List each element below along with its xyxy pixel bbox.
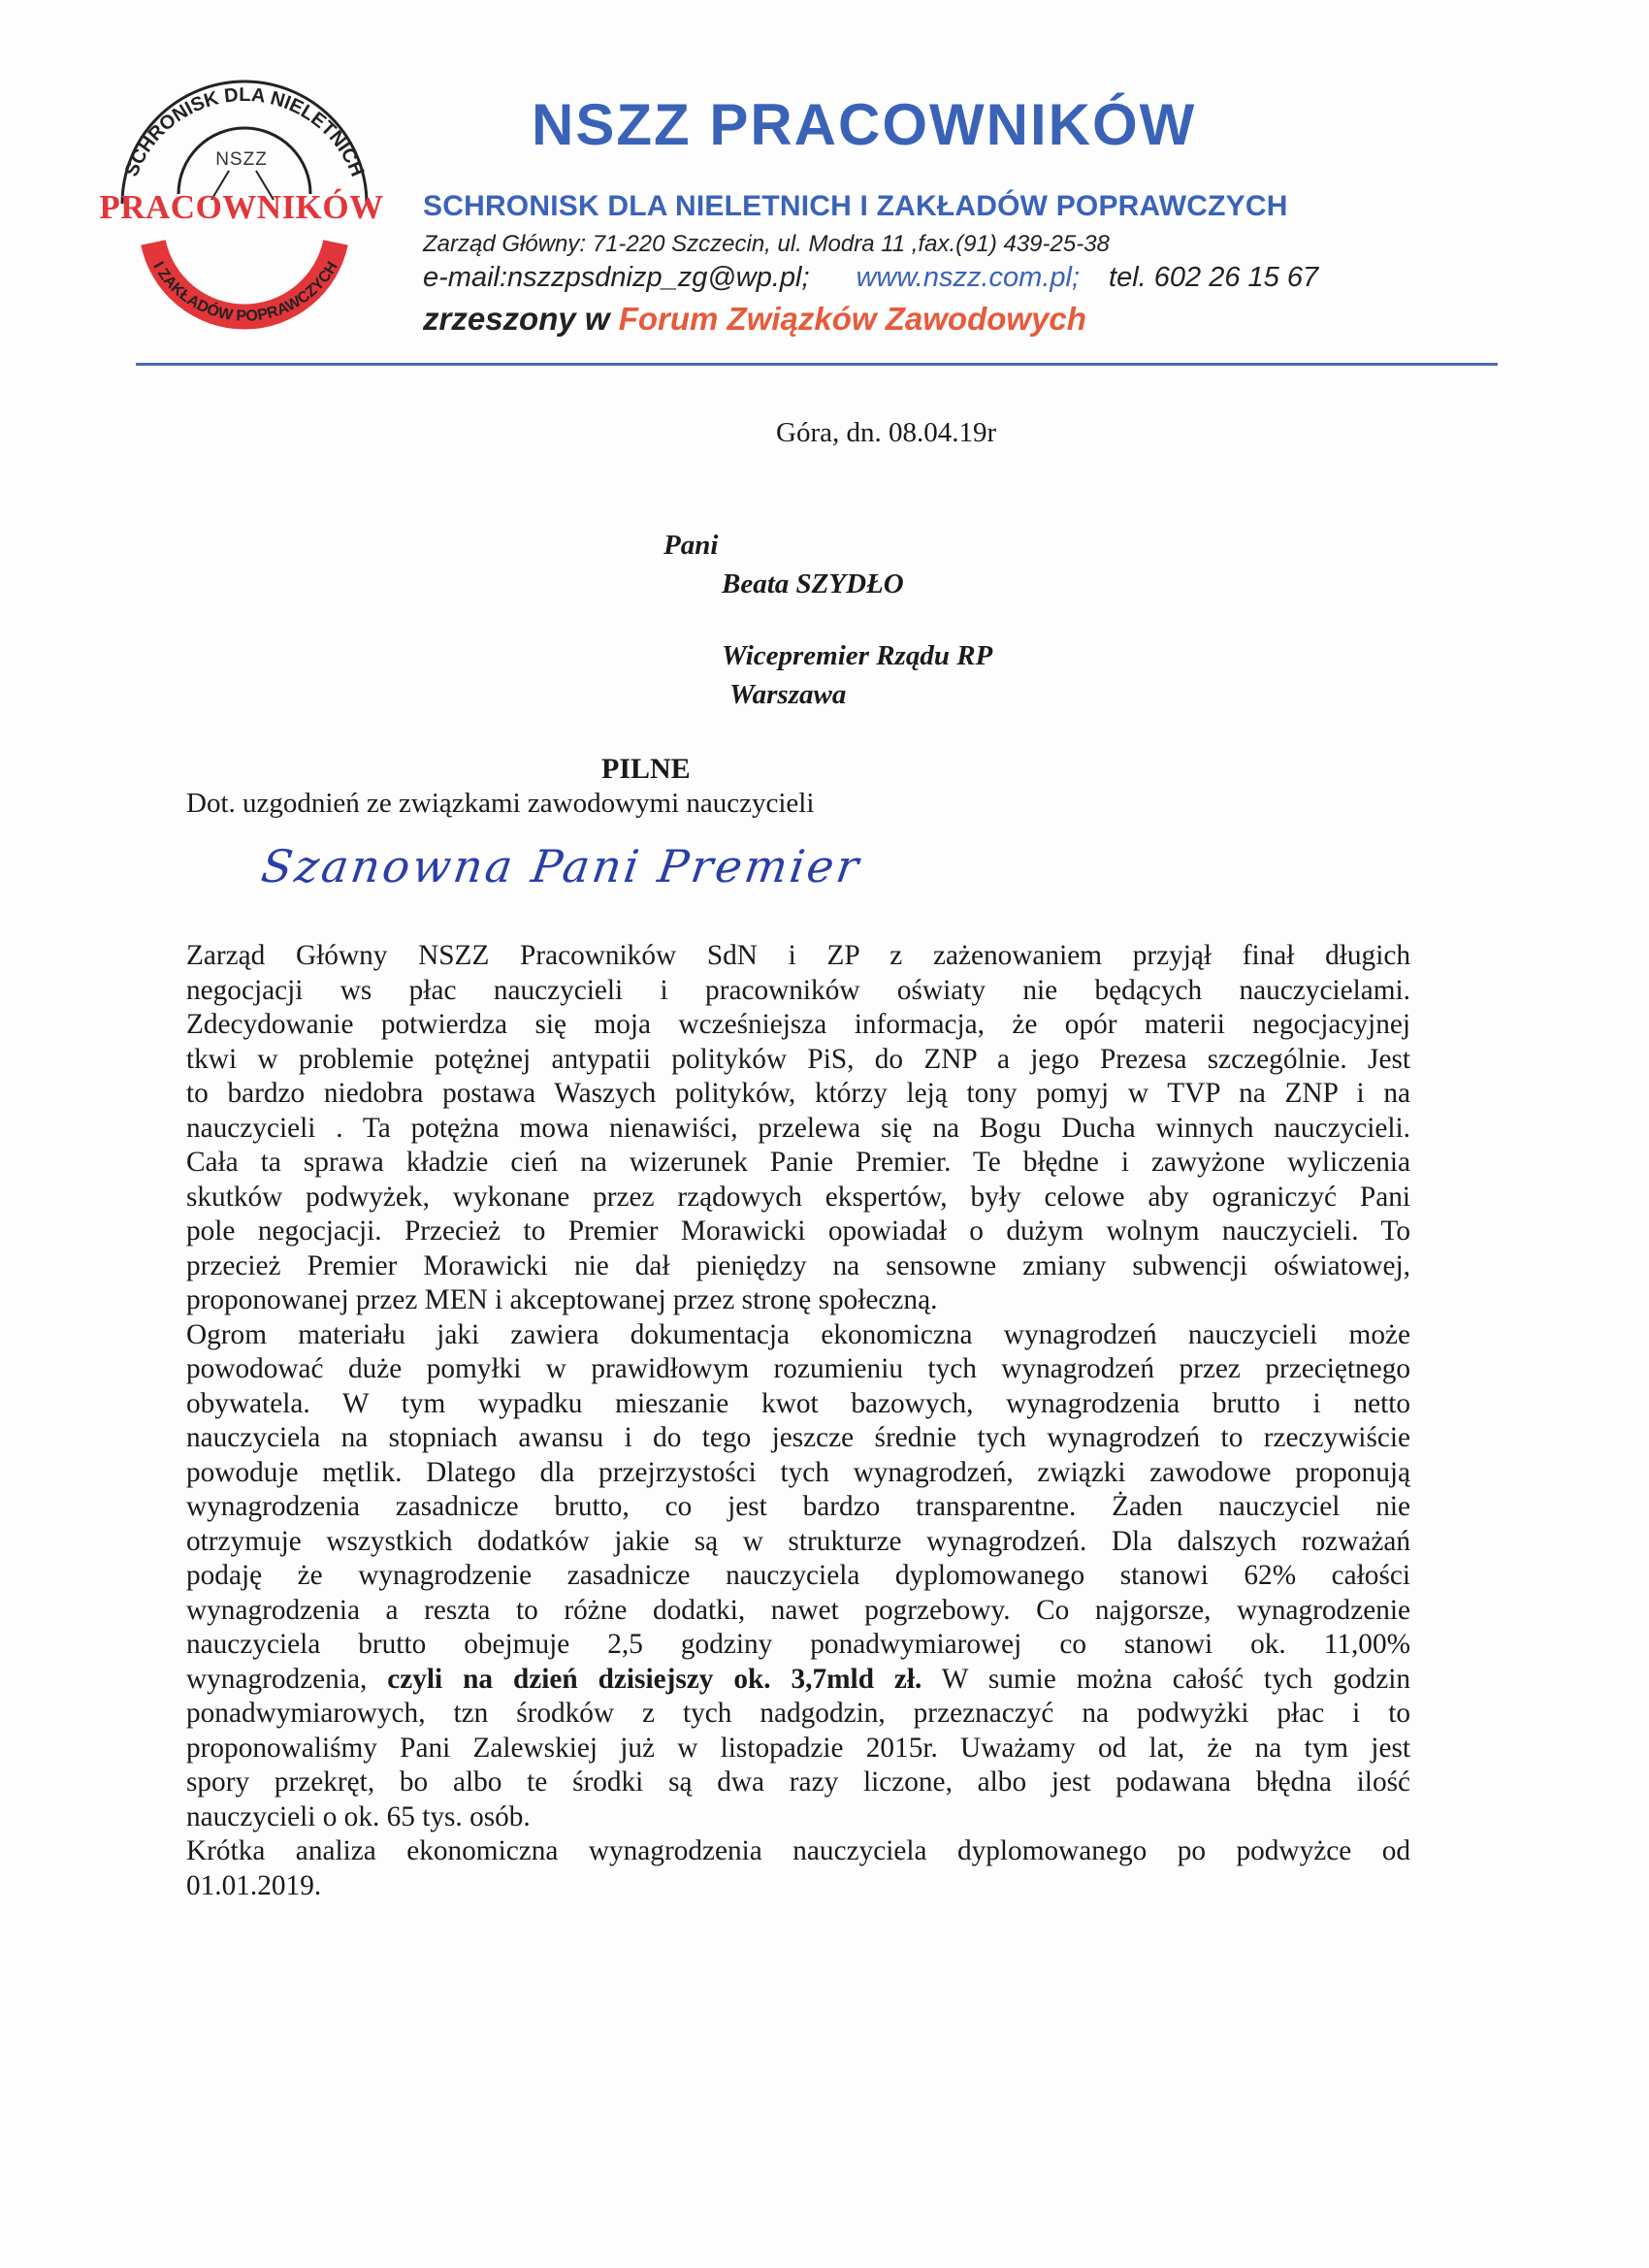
body-line: 01.01.2019.: [186, 1869, 322, 1901]
org-website-link[interactable]: www.nszz.com.pl;: [856, 262, 1081, 293]
org-title: NSZZ PRACOWNIKÓW: [532, 92, 1197, 157]
body-line: Cała ta sprawa kładzie cień na wizerunek Panie Premier. Te błędne i zawyżone wyliczenia: [186, 1147, 1410, 1178]
org-contact-line: [423, 262, 1451, 294]
body-line: powoduje mętlik. Dlatego dla przejrzystości tych wynagrodzeń, związki zawodowe proponują: [186, 1456, 1410, 1488]
body-line: nauczyciela brutto obejmuje 2,5 godziny ponadwymiarowej co stanowi ok. 11,00%: [186, 1629, 1410, 1660]
body-line: podaję że wynagrodzenie zasadnicze nauczyciela dyplomowanego stanowi 62% całości: [186, 1560, 1410, 1591]
recipient-salutation: Pani: [663, 530, 719, 561]
urgency-label: PILNE: [601, 753, 691, 785]
logo-nszz-text: NSZZ: [215, 149, 268, 170]
body-line: wynagrodzenia, czyli na dzień dzisiejszy ok. 3,7mld zł. W sumie można całość tych godzin: [186, 1663, 1410, 1695]
body-line: obywatela. W tym wypadku mieszanie kwot bazowych, wynagrodzenia brutto i netto: [186, 1387, 1410, 1419]
body-line: Krótka analiza ekonomiczna wynagrodzenia nauczyciela dyplomowanego po podwyżce od: [186, 1835, 1410, 1866]
body-line: nauczycieli . Ta potężna mowa nienawiści, przelewa się na Bogu Ducha winnych nauczycieli.: [186, 1112, 1410, 1144]
body-line: wynagrodzenia a reszta to różne dodatki, nawet pogrzebowy. Co najgorsze, wynagrodzenie: [186, 1594, 1410, 1626]
body-line: przecież Premier Morawicki nie dał pieniędzy na sensowne zmiany subwencji oświatowej,: [186, 1249, 1410, 1281]
body-line: Zarząd Główny NSZZ Pracowników SdN i ZP z zażenowaniem przyjął finał długich: [186, 940, 1410, 971]
recipient-name: Beata SZYDŁO: [722, 568, 904, 599]
org-subtitle: SCHRONISK DLA NIELETNICH I ZAKŁADÓW POPRAWCZYCH: [423, 190, 1288, 222]
body-line: Ogrom materiału jaki zawiera dokumentacja ekonomiczna wynagrodzeń nauczycieli może: [186, 1318, 1410, 1350]
body-line: wynagrodzenia zasadnicze brutto, co jest bardzo transparentne. Żaden nauczyciel nie: [186, 1491, 1410, 1522]
body-line: nauczycieli o ok. 65 tys. osób.: [186, 1800, 531, 1832]
body-line: powodować duże pomyłki w prawidłowym rozumieniu tych wynagrodzeń przez przeciętnego: [186, 1353, 1410, 1384]
letter-body: [186, 939, 1410, 1903]
body-line: ponadwymiarowych, tzn środków z tych nadgodzin, przeznaczyć na podwyżki płac i to: [186, 1698, 1410, 1729]
subject-line: Dot. uzgodnień ze związkami zawodowymi nauczycieli: [186, 788, 815, 819]
handwritten-greeting-text: Szanowna Pani Premier: [258, 840, 865, 892]
body-line: nauczyciela na stopniach awansu i do tego jeszcze średnie tych wynagrodzeń to rzeczywiście: [186, 1422, 1410, 1453]
org-forum-line: [423, 301, 1086, 338]
body-line: proponowaliśmy Pani Zalewskiej już w listopadzie 2015r. Uważamy od lat, że na tym jest: [186, 1732, 1410, 1764]
logo-ring-bottom-text: I ZAKŁADÓW POPRAWCZYCH: [149, 258, 341, 325]
body-line: Zdecydowanie potwierdza się moja wcześniejsza informacja, że opór materii negocjacyjnej: [186, 1009, 1410, 1040]
body-line: spory przekręt, bo albo te środki są dwa razy liczone, albo jest podawana błędna ilość: [186, 1766, 1410, 1798]
date-line: Góra, dn. 08.04.19r: [776, 417, 997, 448]
body-line: proponowanej przez MEN i akceptowanej przez stronę społeczną.: [186, 1284, 938, 1315]
handwritten-greeting: [254, 832, 1030, 910]
body-line: to bardzo niedobra postawa Waszych polityków, którzy leją tony pomyj w TVP na ZNP i na: [186, 1078, 1410, 1109]
logo-pracownikow-text: PRACOWNIKÓW: [99, 188, 384, 226]
recipient-city: Warszawa: [729, 679, 847, 710]
body-line: pole negocjacji. Przecież to Premier Morawicki opowiadał o dużym wolnym nauczycieli. To: [186, 1215, 1410, 1247]
org-address: Zarząd Główny: 71-220 Szczecin, ul. Modra 11 ,fax.(91) 439-25-38: [423, 231, 1110, 257]
org-phone: tel. 602 26 15 67: [1109, 262, 1319, 293]
logo-ring-top-text: SCHRONISK DLA NIELETNICH: [120, 83, 369, 180]
body-line: tkwi w problemie potężnej antypatii polityków PiS, do ZNP a jego Prezesa szczególnie. Jest: [186, 1043, 1410, 1075]
union-logo: [85, 70, 398, 332]
header-divider: [136, 363, 1498, 366]
body-bold-amount: czyli na dzień dzisiejszy ok. 3,7mld zł.: [387, 1663, 922, 1695]
forum-name: Forum Związków Zawodowych: [618, 301, 1086, 337]
body-line: skutków podwyżek, wykonane przez rządowych ekspertów, były celowe aby ograniczyć Pani: [186, 1181, 1410, 1213]
org-email[interactable]: e-mail:nszzpsdnizp_zg@wp.pl;: [423, 262, 810, 293]
forum-prefix: zrzeszony w: [423, 301, 610, 337]
body-line: negocjacji ws płac nauczycieli i pracowników oświaty nie będących nauczycielami.: [186, 974, 1410, 1006]
body-line: otrzymuje wszystkich dodatków jakie są w strukturze wynagrodzeń. Dla dalszych rozważań: [186, 1525, 1410, 1557]
recipient-position: Wicepremier Rządu RP: [722, 640, 993, 671]
